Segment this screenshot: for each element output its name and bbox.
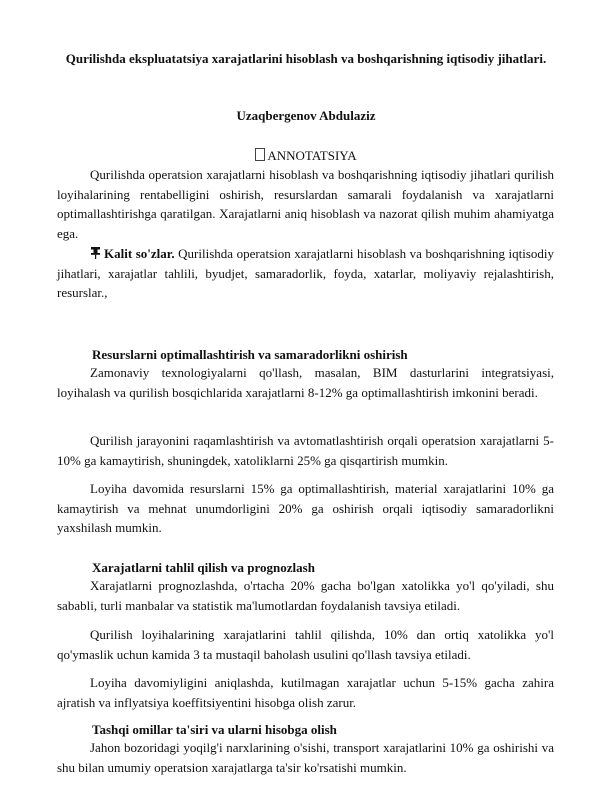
placeholder-box-icon — [255, 148, 265, 161]
section-heading: Tashqi omillar ta'siri va ularni hisobga olish — [92, 722, 337, 737]
section-paragraph: Jahon bozoridagi yoqilg'i narxlarining o'sishi, transport xarajatlarini 10% ga oshirishi va shu bilan umumiy operatsion xarajatlarga ta'sir ko'rsatishi mumkin. — [57, 740, 554, 775]
paper-title: Qurilishda ekspluatatsiya xarajatlarini hisoblash va boshqarishning iqtisodiy jihatlari. — [65, 51, 547, 66]
section-paragraph: Xarajatlarni prognozlashda, o'rtacha 20% gacha bo'lgan xatolikka yo'l qo'yiladi, shu sababli, turli manbalar va statistik ma'lumotlardan foydalanish tavsiya etiladi. — [57, 578, 554, 613]
section-heading: Xarajatlarni tahlil qilish va prognozlash — [92, 560, 315, 575]
keywords-label: Kalit so'zlar. — [104, 246, 175, 261]
section-paragraph: Loyiha davomiyligini aniqlashda, kutilmagan xarajatlar uchun 5-15% gacha zahira ajratish va inflyatsiya koeffitsiyentini hisobga olish zarur. — [57, 675, 554, 710]
pushpin-icon — [90, 247, 101, 259]
author-name: Uzaqbergenov Abdulaziz — [236, 108, 376, 123]
section-paragraph: Qurilish loyihalarining xarajatlarini tahlil qilishda, 10% dan ortiq xatolikka yo'l qo'ymaslik uchun kamida 3 ta mustaqil baholash usulini qo'llash tavsiya etiladi. — [57, 627, 554, 662]
section-paragraph: Zamonaviy texnologiyalarni qo'llash, masalan, BIM dasturlarini integratsiyasi, loyihalash va qurilish bosqichlarida xarajatlarni 8-12% ga optimallashtirish imkonini beradi. — [57, 365, 554, 400]
annotation-text: Qurilishda operatsion xarajatlarni hisoblash va boshqarishning iqtisodiy jihatlari qurilish loyihalarining rentabelligini oshirish, resurslardan samarali foydalanish va xarajatlarni optimallashtirishga qaratilgan. Xarajatlarni aniq hisoblash va nazorat qilish muhim ahamiyatga ega. — [57, 167, 554, 241]
annotation-heading-text: ANNOTATSIYA — [267, 148, 357, 163]
keywords-text: Qurilishda operatsion xarajatlarni hisoblash va boshqarishning iqtisodiy jihatlari, xarajatlar tahlili, byudjet, samaradorlik, foyda, xatarlar, moliyaviy rejalashtirish, resurslar., — [57, 246, 554, 301]
section-paragraph: Qurilish jarayonini raqamlashtirish va avtomatlashtirish orqali operatsion xarajatlarni 5-10% ga kamaytirish, shuningdek, xatoliklarni 25% ga qisqartirish mumkin. — [57, 433, 554, 468]
annotation-heading — [60, 148, 552, 164]
keywords-paragraph — [57, 244, 554, 303]
section-heading: Resurslarni optimallashtirish va samaradorlikni oshirish — [92, 347, 408, 362]
section-paragraph: Loyiha davomida resurslarni 15% ga optimallashtirish, material xarajatlarini 10% ga kamaytirish va mehnat unumdorligini 20% ga oshirish orqali iqtisodiy samaradorlikni yaxshilash mumkin. — [57, 481, 554, 536]
